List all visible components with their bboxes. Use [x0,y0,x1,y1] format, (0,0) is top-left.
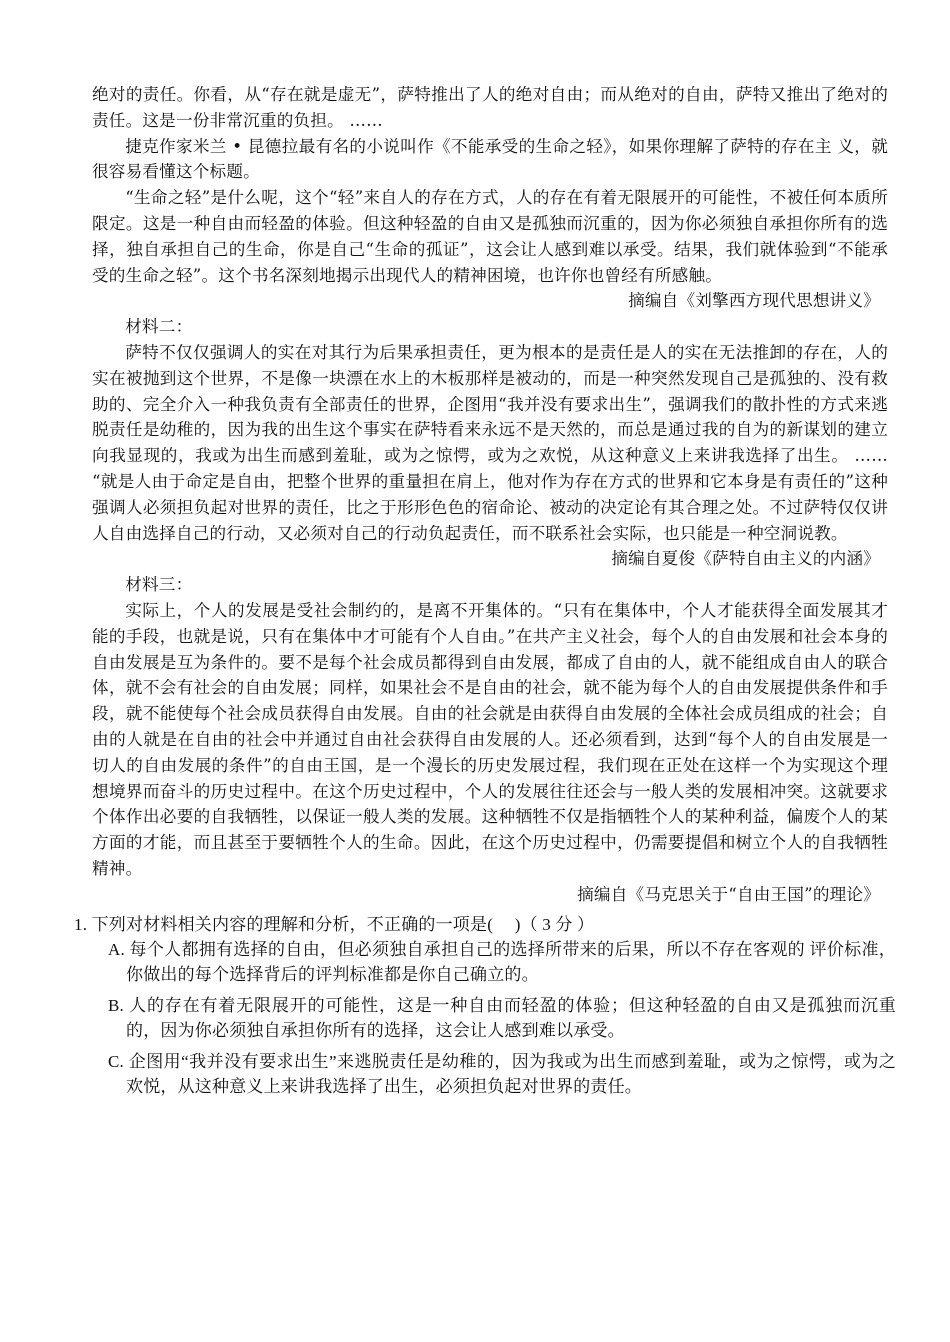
material2-source: 摘编自夏俊《萨特自由主义的内涵》 [611,549,880,569]
material3-body: 实际上，个人的发展是受社会制约的，是离不开集体的。“只有在集体中，个人才能获得全面发展其才能的手段，也就是说，只有在集体中才可能有个人自由。”在共产主义社会，每个人的自由发展和社会本身的自由发展是互为条件的。要不是每个社会成员都得到自由发展，都成了自由的人，就不能组成自由人的联合体，就不会有社会的自由发展；同样，如果社会不是自由的社会，就不能为每个人的自由发展提供条件和手段，就不能使每个社会成员获得自由发展。自由的社会就是由获得自由发展的全体社会成员组成的社会；自由的人就是在自由的社会中并通过自由社会获得自由发展的人。还必须看到，达到“每个人的自由发展是一切人的自由发展的条件”的自由王国，是一个漫长的历史发展过程，我们现在正处在这样一个为实现这个理想境界而奋斗的历史过程中。在这个历史过程中，个人的发展往往还会与一般人类的发展相冲突。这就要求个体作出必要的自我牺牲，以保证一般人类的发展。这种牺牲不仅是指牺牲个人的某种利益，偏废个人的某方面的才能，而且甚至于要牺牲个人的生命。因此，在这个历史过程中，仍需要提倡和树立个人的自我牺牲精神。 [92,600,888,878]
question-1-option-c[interactable]: C. 企图用“我并没有要求出生”来逃脱责任是幼稚的，因为我或为出生而感到羞耻，或为之惊愕，或为之欢悦，从这种意义上来讲我选择了出生，必须担负起对世界的责任。 [108,1051,896,1096]
exam-page [74,82,896,1105]
material1-continued-paragraph: 绝对的责任。你看，从“存在就是虚无”，萨特推出了人的绝对自由；而从绝对的自由，萨特又推出了绝对的责任。这是一份非常沉重的负担。 …… [92,85,888,130]
material2-body: 萨特不仅仅强调人的实在对其行为后果承担责任，更为根本的是责任是人的实在无法推卸的存在，人的实在被抛到这个世界，不是像一块漂在水上的木板那样是被动的，而是一种突然发现自己是孤独的、没有救助的、完全介入一种我负责有全部责任的世界，企图用“我并没有要求出生”，强调我们的散扑性的方式来逃脱责任是幼稚的，因为我的出生这个事实在萨特看来永远不是天然的，而总是通过我的自为的新谋划的建立向我显现的，我或为出生而感到羞耻，或为之惊愕，或为之欢悦，从这种意义上来讲我选择了出生。 …… “就是人由于命定是自由，把整个世界的重量担在肩上，他对作为存在方式的世界和它本身是有责任的”这种强调人必须担负起对世界的责任，比之于形形色色的宿命论、被动的决定论有其合理之处。不过萨特仅仅讲人自由选择自己的行动，又必须对自己的行动负起责任，而不联系社会实际，也只能是一种空洞说教。 [92,342,888,543]
question-1-option-a[interactable]: A. 每个人都拥有选择的自由，但必须独自承担自己的选择所带来的后果，所以不存在客观的 评价标准，你做出的每个选择背后的评判标准都是你自己确立的。 [108,939,896,984]
material1-paragraph-kundera: 捷克作家米兰 • 昆德拉最有名的小说叫作《不能承受的生命之轻》，如果你理解了萨特的存在主 义，就很容易看懂这个标题。 [92,136,888,182]
material1-source: 摘编自《刘擎西方现代思想讲义》 [628,291,880,311]
material3-heading: 材料三： [125,575,193,595]
material2-heading: 材料二： [125,317,193,337]
material1-paragraph-lightness: “生命之轻”是什么呢，这个“轻”来自人的存在方式，人的存在有着无限展开的可能性，不被任何本质所限定。这是一种自由而轻盈的体验。但这种轻盈的自由又是孤独而沉重的，因为你必须独自承担你所有的选择，独自承担自己的生命，你是自己“生命的孤证”，这会让人感到难以承受。结果，我们就体验到“不能承受的生命之轻”。这个书名深刻地揭示出现代人的精神困境，也许你也曾经有所感触。 [92,188,888,285]
question-1-option-b[interactable]: B. 人的存在有着无限展开的可能性，这是一种自由而轻盈的体验；但这种轻盈的自由又是孤独而沉重的，因为你必须独自承担你所有的选择，这会让人感到难以承受。 [108,995,896,1040]
material3-source: 摘编自《马克思关于“自由王国”的理论》 [577,884,880,904]
question-1-stem: 1. 下列对材料相关内容的理解和分析，不正确的一项是( )（ 3 分 ） [74,914,595,934]
